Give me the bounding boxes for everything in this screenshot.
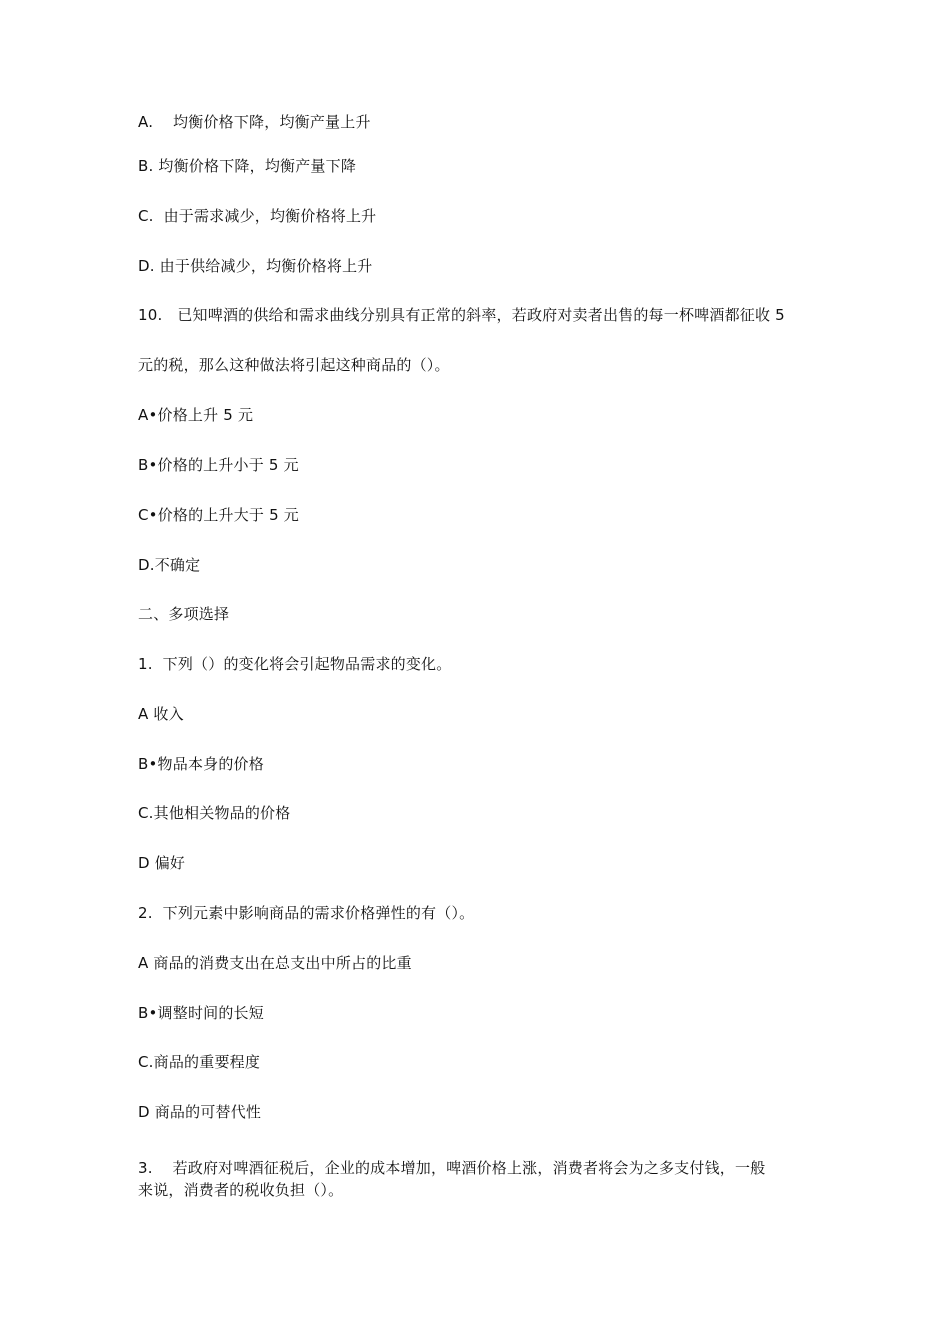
mc2-option-a: A 商品的消费支出在总支出中所占的比重	[138, 954, 412, 972]
option-d-text: D. 由于供给减少，均衡价格将上升	[138, 257, 373, 275]
mc-question-2: 2. 下列元素中影响商品的需求价格弹性的有（）。	[138, 904, 475, 922]
q10-option-b: B•价格的上升小于 5 元	[138, 456, 299, 474]
mc-question-3-line-2: 来说，消费者的税收负担（）。	[138, 1181, 344, 1199]
mc1-option-a: A 收入	[138, 705, 184, 723]
q10-option-c: C•价格的上升大于 5 元	[138, 506, 300, 524]
mc1-option-d: D 偏好	[138, 854, 186, 872]
section-heading: 二、多项选择	[138, 605, 230, 623]
mc-question-1: 1. 下列（）的变化将会引起物品需求的变化。	[138, 655, 452, 673]
q10-option-d: D.不确定	[138, 556, 201, 574]
question-10-line-2: 元的税，那么这种做法将引起这种商品的（）。	[138, 356, 450, 374]
option-a-text: A. 均衡价格下降，均衡产量上升	[138, 113, 371, 131]
option-b-text: B. 均衡价格下降，均衡产量下降	[138, 157, 357, 175]
mc2-option-c: C.商品的重要程度	[138, 1053, 261, 1071]
mc1-option-c: C.其他相关物品的价格	[138, 804, 291, 822]
option-c-text: C. 由于需求减少，均衡价格将上升	[138, 207, 377, 225]
mc1-option-b: B•物品本身的价格	[138, 755, 264, 773]
mc-question-3-line-1: 3. 若政府对啤酒征税后，企业的成本增加，啤酒价格上涨，消费者将会为之多支付钱，一般	[138, 1159, 766, 1177]
mc2-option-b: B•调整时间的长短	[138, 1004, 264, 1022]
q10-option-a: A•价格上升 5 元	[138, 406, 254, 424]
mc2-option-d: D 商品的可替代性	[138, 1103, 262, 1121]
question-10-line-1: 10. 已知啤酒的供给和需求曲线分别具有正常的斜率，若政府对卖者出售的每一杯啤酒都征收 5	[138, 306, 785, 324]
